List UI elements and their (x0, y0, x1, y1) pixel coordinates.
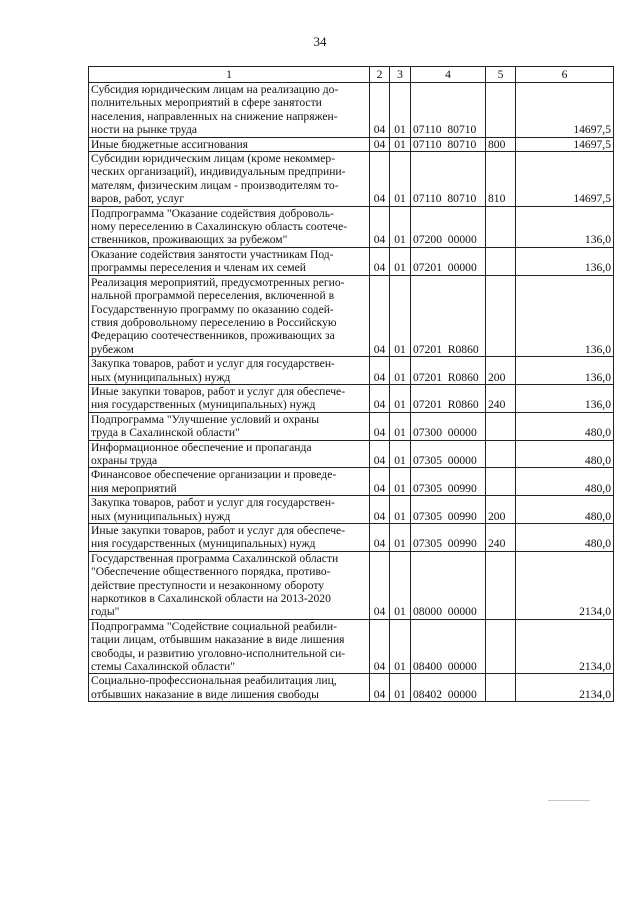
row-subsection-cell: 01 (390, 247, 411, 275)
row-amount-cell: 14697,5 (516, 83, 614, 138)
row-section-cell: 04 (370, 83, 390, 138)
row-expense-type-cell (486, 551, 516, 619)
row-section-cell: 04 (370, 247, 390, 275)
table-header-row (89, 67, 614, 83)
row-subsection-cell: 01 (390, 496, 411, 524)
row-target-code-cell: 07201 R0860 (411, 357, 486, 385)
row-subsection-cell: 01 (390, 440, 411, 468)
row-target-code-cell: 07300 00000 (411, 412, 486, 440)
row-amount-cell: 480,0 (516, 468, 614, 496)
row-section-cell: 04 (370, 206, 390, 247)
row-expense-type-cell: 200 (486, 496, 516, 524)
row-name-cell: Подпрограмма "Содействие социальной реабили- тации лицам, отбывшим наказание в виде лишения свободы, и развитию уголовно-исполнительной си- стемы Сахалинской области" (89, 619, 370, 674)
row-name-cell: Оказание содействия занятости участникам Под- программы переселения и членам их семей (89, 247, 370, 275)
header-col-2: 2 (370, 67, 390, 83)
row-expense-type-cell (486, 674, 516, 702)
row-expense-type-cell (486, 206, 516, 247)
row-target-code-cell: 07201 R0860 (411, 275, 486, 356)
page-number: 34 (313, 34, 327, 49)
row-amount-cell: 2134,0 (516, 674, 614, 702)
row-section-cell: 04 (370, 674, 390, 702)
row-subsection-cell: 01 (390, 357, 411, 385)
row-name-cell: Государственная программа Сахалинской области "Обеспечение общественного порядка, противо- действие преступности и незаконному обороту наркотиков в Сахалинской области на 2013-2020 годы" (89, 551, 370, 619)
row-subsection-cell: 01 (390, 137, 411, 151)
row-expense-type-cell: 200 (486, 357, 516, 385)
row-name-cell: Закупка товаров, работ и услуг для государствен- ных (муниципальных) нужд (89, 357, 370, 385)
table-row (89, 152, 614, 207)
table-row (89, 674, 614, 702)
row-subsection-cell: 01 (390, 619, 411, 674)
row-subsection-cell: 01 (390, 384, 411, 412)
row-target-code-cell: 07305 00000 (411, 440, 486, 468)
row-name-cell: Субсидии юридическим лицам (кроме некоммер- ческих организаций), индивидуальным предприни- мателям, физическим лицам - производителям то- варов, работ, услуг (89, 152, 370, 207)
table-row (89, 137, 614, 151)
scan-mark (548, 800, 590, 801)
row-amount-cell: 480,0 (516, 524, 614, 552)
row-subsection-cell: 01 (390, 524, 411, 552)
row-expense-type-cell (486, 412, 516, 440)
row-name-cell: Финансовое обеспечение организации и проведе- ния мероприятий (89, 468, 370, 496)
row-subsection-cell: 01 (390, 468, 411, 496)
row-target-code-cell: 07305 00990 (411, 524, 486, 552)
table-row (89, 468, 614, 496)
row-expense-type-cell (486, 619, 516, 674)
row-amount-cell: 136,0 (516, 206, 614, 247)
row-section-cell: 04 (370, 275, 390, 356)
budget-table (88, 66, 614, 702)
header-col-3: 3 (390, 67, 411, 83)
row-section-cell: 04 (370, 496, 390, 524)
row-target-code-cell: 07200 00000 (411, 206, 486, 247)
row-subsection-cell: 01 (390, 412, 411, 440)
row-amount-cell: 480,0 (516, 496, 614, 524)
row-target-code-cell: 08000 00000 (411, 551, 486, 619)
row-expense-type-cell (486, 440, 516, 468)
row-amount-cell: 136,0 (516, 384, 614, 412)
row-expense-type-cell: 240 (486, 524, 516, 552)
row-expense-type-cell (486, 247, 516, 275)
row-expense-type-cell: 810 (486, 152, 516, 207)
table-row (89, 357, 614, 385)
header-col-4: 4 (411, 67, 486, 83)
row-name-cell: Закупка товаров, работ и услуг для государствен- ных (муниципальных) нужд (89, 496, 370, 524)
row-name-cell: Подпрограмма "Улучшение условий и охраны труда в Сахалинской области" (89, 412, 370, 440)
table-row (89, 619, 614, 674)
row-amount-cell: 14697,5 (516, 137, 614, 151)
table-row (89, 384, 614, 412)
row-subsection-cell: 01 (390, 275, 411, 356)
table-row (89, 496, 614, 524)
row-name-cell: Социально-профессиональная реабилитация лиц, отбывших наказание в виде лишения свободы (89, 674, 370, 702)
row-subsection-cell: 01 (390, 206, 411, 247)
row-target-code-cell: 07305 00990 (411, 496, 486, 524)
row-section-cell: 04 (370, 412, 390, 440)
row-amount-cell: 2134,0 (516, 619, 614, 674)
row-section-cell: 04 (370, 619, 390, 674)
row-target-code-cell: 07110 80710 (411, 152, 486, 207)
row-target-code-cell: 07305 00990 (411, 468, 486, 496)
row-section-cell: 04 (370, 384, 390, 412)
row-subsection-cell: 01 (390, 83, 411, 138)
row-section-cell: 04 (370, 551, 390, 619)
row-section-cell: 04 (370, 137, 390, 151)
table-row (89, 83, 614, 138)
row-amount-cell: 480,0 (516, 440, 614, 468)
table-row (89, 247, 614, 275)
row-expense-type-cell (486, 83, 516, 138)
table-row (89, 440, 614, 468)
row-target-code-cell: 08400 00000 (411, 619, 486, 674)
row-amount-cell: 480,0 (516, 412, 614, 440)
table-row (89, 551, 614, 619)
row-section-cell: 04 (370, 152, 390, 207)
row-amount-cell: 2134,0 (516, 551, 614, 619)
row-name-cell: Субсидия юридическим лицам на реализацию до- полнительных мероприятий в сфере занятости населения, направленных на снижение напряжен- ности на рынке труда (89, 83, 370, 138)
table-row (89, 206, 614, 247)
row-section-cell: 04 (370, 440, 390, 468)
header-col-5: 5 (486, 67, 516, 83)
header-col-1: 1 (89, 67, 370, 83)
row-amount-cell: 136,0 (516, 247, 614, 275)
row-name-cell: Реализация мероприятий, предусмотренных регио- нальной программой переселения, включенной в Государственную программу по оказанию содей- ствия добровольному переселению в Российскую Федерацию соотечественников, проживающих за рубежом (89, 275, 370, 356)
table-row (89, 524, 614, 552)
row-amount-cell: 136,0 (516, 275, 614, 356)
row-amount-cell: 136,0 (516, 357, 614, 385)
row-section-cell: 04 (370, 524, 390, 552)
row-target-code-cell: 08402 00000 (411, 674, 486, 702)
row-subsection-cell: 01 (390, 551, 411, 619)
row-subsection-cell: 01 (390, 674, 411, 702)
row-expense-type-cell: 240 (486, 384, 516, 412)
row-amount-cell: 14697,5 (516, 152, 614, 207)
row-expense-type-cell (486, 275, 516, 356)
row-name-cell: Подпрограмма "Оказание содействия доброволь- ному переселению в Сахалинскую область соотече- ственников, проживающих за рубежом" (89, 206, 370, 247)
table-row (89, 412, 614, 440)
row-subsection-cell: 01 (390, 152, 411, 207)
row-name-cell: Иные закупки товаров, работ и услуг для обеспече- ния государственных (муниципальных) нужд (89, 524, 370, 552)
row-target-code-cell: 07110 80710 (411, 137, 486, 151)
row-name-cell: Иные бюджетные ассигнования (89, 137, 370, 151)
row-name-cell: Информационное обеспечение и пропаганда охраны труда (89, 440, 370, 468)
table-row (89, 275, 614, 356)
row-name-cell: Иные закупки товаров, работ и услуг для обеспече- ния государственных (муниципальных) нужд (89, 384, 370, 412)
row-section-cell: 04 (370, 357, 390, 385)
row-expense-type-cell (486, 468, 516, 496)
row-target-code-cell: 07201 R0860 (411, 384, 486, 412)
row-section-cell: 04 (370, 468, 390, 496)
row-target-code-cell: 07110 80710 (411, 83, 486, 138)
row-target-code-cell: 07201 00000 (411, 247, 486, 275)
row-expense-type-cell: 800 (486, 137, 516, 151)
header-col-6: 6 (516, 67, 614, 83)
